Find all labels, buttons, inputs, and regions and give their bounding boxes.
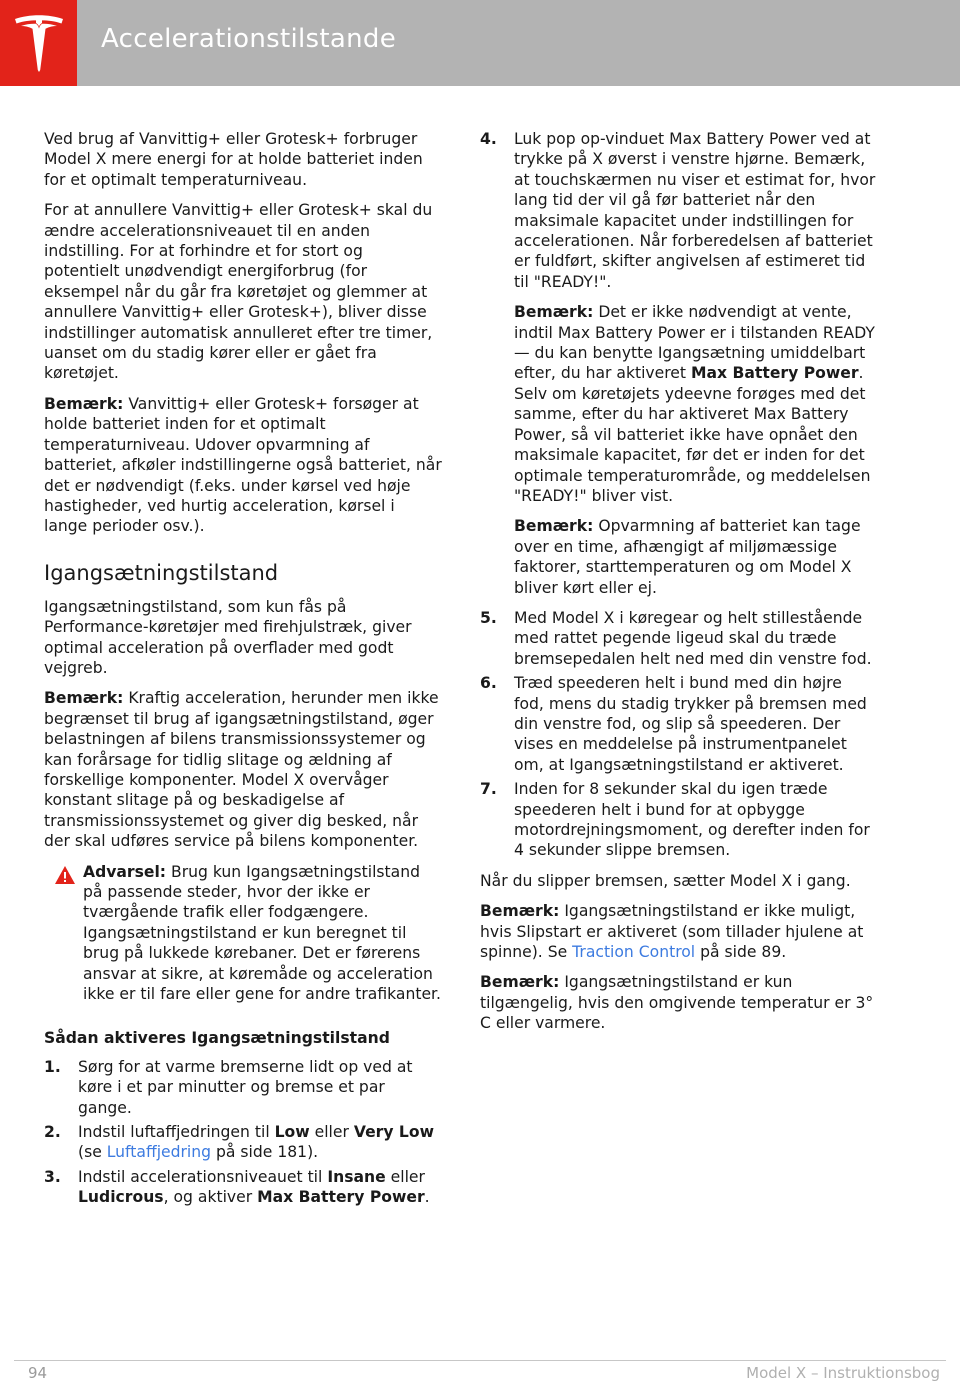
note-label: Bemærk: (480, 902, 560, 921)
note-text: Det er ikke nødvendigt at vente, indtil Max Battery Power er i tilstanden READY — du kan benytte Igangsætning umiddelbart efter, du har aktiveret (514, 303, 875, 383)
step-text: (se (78, 1143, 107, 1162)
note-text: Kraftig acceleration, herunder men ikke begrænset til brug af igangsætningstilstand, øger belastningen af bilens transmissionssystemer og kan forårsage for tidlig slitage og ældning af forskellige komponenter. Model X overvåger konstant slitage på og beskadigelse af transmissionssystemet og giver dig besked, når der skal udføres service på bilens komponenter. (44, 689, 439, 851)
link-traction-control[interactable]: Traction Control (572, 943, 696, 962)
step-note (514, 516, 876, 598)
step-bold-term: Ludicrous (78, 1188, 164, 1207)
step-text: eller (309, 1123, 354, 1142)
note-label: Bemærk: (514, 517, 594, 536)
step-text: på side 181). (211, 1143, 319, 1162)
step-bold-term: Low (274, 1123, 310, 1142)
outro-paragraph: Når du slipper bremsen, sætter Model X i gang. (480, 871, 851, 890)
step-text: Sørg for at varme bremserne lidt op ved at køre i et par minutter og bremse et par gange. (78, 1057, 413, 1117)
note-text: Igangsætningstilstand er ikke muligt, hvis Slipstart er aktiveret (som tillader hjulene at spinne). Se (480, 902, 864, 962)
page-header (0, 0, 960, 86)
step-note (514, 302, 876, 506)
warning-triangle-icon (54, 865, 76, 885)
step-text: Luk pop op-vinduet Max Battery Power ved at trykke på X øverst i venstre hjørne. Bemærk, at touchskærmen nu viser et estimat for, hvor lang tid der vil gå før batteriet når den maksimale kapacitet under indstillingen for accelerationen. Når forberedelsen af batteriet er fuldført, skifter angivelsen af estimeret tid til "READY!". (514, 130, 876, 291)
list-item (480, 779, 876, 861)
intro-note (44, 394, 442, 537)
outro-note-1 (480, 901, 876, 962)
page-title: Accelerationstilstande (101, 24, 396, 54)
note-text: Igangsætningstilstand er kun tilgængelig, hvis den omgivende temperatur er 3° C eller varmere. (480, 973, 874, 1033)
note-label: Bemærk: (514, 303, 594, 322)
steps-list-right (480, 129, 876, 861)
section-heading-launch-mode: Igangsætningstilstand (44, 560, 279, 585)
footer-doc-title: Model X – Instruktionsbog (746, 1364, 940, 1382)
link-luftaffjedring[interactable]: Luftaffjedring (106, 1143, 212, 1162)
steps-list-left (44, 1057, 442, 1208)
right-column (480, 129, 876, 1044)
intro-paragraph-1: Ved brug af Vanvittig+ eller Grotesk+ forbruger Model X mere energi for at holde batteriet inden for et optimalt temperaturniveau. (44, 130, 423, 189)
step-text: . (424, 1188, 430, 1207)
note-label: Bemærk: (44, 394, 124, 413)
list-item (44, 1057, 442, 1118)
step-number: 7. (480, 780, 497, 799)
list-item (480, 608, 876, 669)
step-number: 2. (44, 1123, 61, 1142)
step-bold-term: Very Low (353, 1123, 434, 1142)
outro-note-2 (480, 972, 876, 1033)
step-number: 4. (480, 130, 497, 148)
left-column (44, 129, 442, 1212)
step-text: Indstil luftaffjedringen til (78, 1123, 275, 1142)
warning-label: Advarsel: (83, 862, 167, 881)
step-number: 3. (44, 1167, 61, 1186)
note-text: Vanvittig+ eller Grotesk+ forsøger at holde batteriet inden for et optimalt temperaturniveau. Udover opvarmning af batteriet, afkøler indstillingerne også batteriet, når det er nødvendigt (f.eks. under kørsel ved høje hastigheder, ved hurtig acceleration, kørsel i lange perioder osv.). (44, 394, 442, 536)
note-text: på side 89. (695, 943, 787, 962)
subheading-activate-launch: Sådan aktiveres Igangsætningstilstand (44, 1029, 390, 1048)
note-text: Opvarmning af batteriet kan tage over en time, afhængigt af miljømæssige faktorer, starttemperaturen og om Model X bliver kørt eller ej. (514, 517, 861, 597)
page-number: 94 (28, 1364, 48, 1382)
list-item (44, 1167, 442, 1208)
note-label: Bemærk: (480, 973, 560, 992)
tesla-logo-icon (13, 15, 65, 73)
note-text: . Selv om køretøjets ydeevne forøges med det samme, efter du har aktiveret Max Battery Power, så vil batteriet ikke have opnået den maksimale kapacitet, før det er inden for det optimale temperaturområde, og meddelelsen "READY!" bliver vist. (514, 364, 871, 505)
launch-note (44, 688, 442, 851)
step-text: Træd speederen helt i bund med din højre fod, mens du stadig trykker på bremsen med din venstre fod, og slip så speederen. Der vises en meddelelse på instrumentpanelet om, at Igangsætningstilstand er aktiveret. (514, 674, 867, 774)
step-bold-term: Max Battery Power (257, 1188, 425, 1207)
note-bold-term: Max Battery Power (690, 364, 859, 383)
step-text: , og aktiver (163, 1188, 258, 1207)
launch-paragraph: Igangsætningstilstand, som kun fås på Performance-køretøjer med firehjulstræk, giver optimal acceleration på overflader med godt vejgreb. (44, 597, 412, 677)
warning-block (44, 862, 442, 1005)
list-item (44, 1122, 442, 1163)
list-item (480, 673, 876, 775)
footer-divider (14, 1360, 946, 1361)
intro-paragraph-2: For at annullere Vanvittig+ eller Grotesk+ skal du ændre accelerationsniveauet til en anden indstilling. For at forhindre et for stort og potentielt unødvendigt energiforbrug (for eksempel når du går fra køretøjet og glemmer at annullere Vanvittig+ eller Grotesk+), bliver disse indstillinger automatisk annulleret efter tre timer, uanset om du stadig kører eller er gået fra køretøjet. (44, 201, 433, 383)
brand-logo-box (0, 0, 77, 86)
step-text: Indstil accelerationsniveauet til (78, 1167, 328, 1186)
step-bold-term: Insane (327, 1167, 386, 1186)
step-text: Inden for 8 sekunder skal du igen træde speederen helt i bund for at opbygge motordrejningsmoment, og derefter inden for 4 sekunder slippe bremsen. (514, 780, 870, 860)
list-item (480, 129, 876, 598)
step-number: 1. (44, 1057, 61, 1076)
note-label: Bemærk: (44, 689, 124, 708)
step-text: Med Model X i køregear og helt stillestående med rattet pegende ligeud skal du træde bremsepedalen helt ned med din venstre fod. (514, 608, 872, 668)
step-text: eller (385, 1167, 425, 1186)
warning-text: Brug kun Igangsætningstilstand på passende steder, hvor der ikke er tværgående trafik eller fodgængere. Igangsætningstilstand er kun beregnet til brug på lukkede kørebaner. Det er førerens ansvar at sikre, at køremåde og acceleration ikke er til fare eller gene for andre trafikanter. (83, 862, 441, 1004)
step-number: 5. (480, 608, 497, 627)
step-number: 6. (480, 674, 497, 693)
